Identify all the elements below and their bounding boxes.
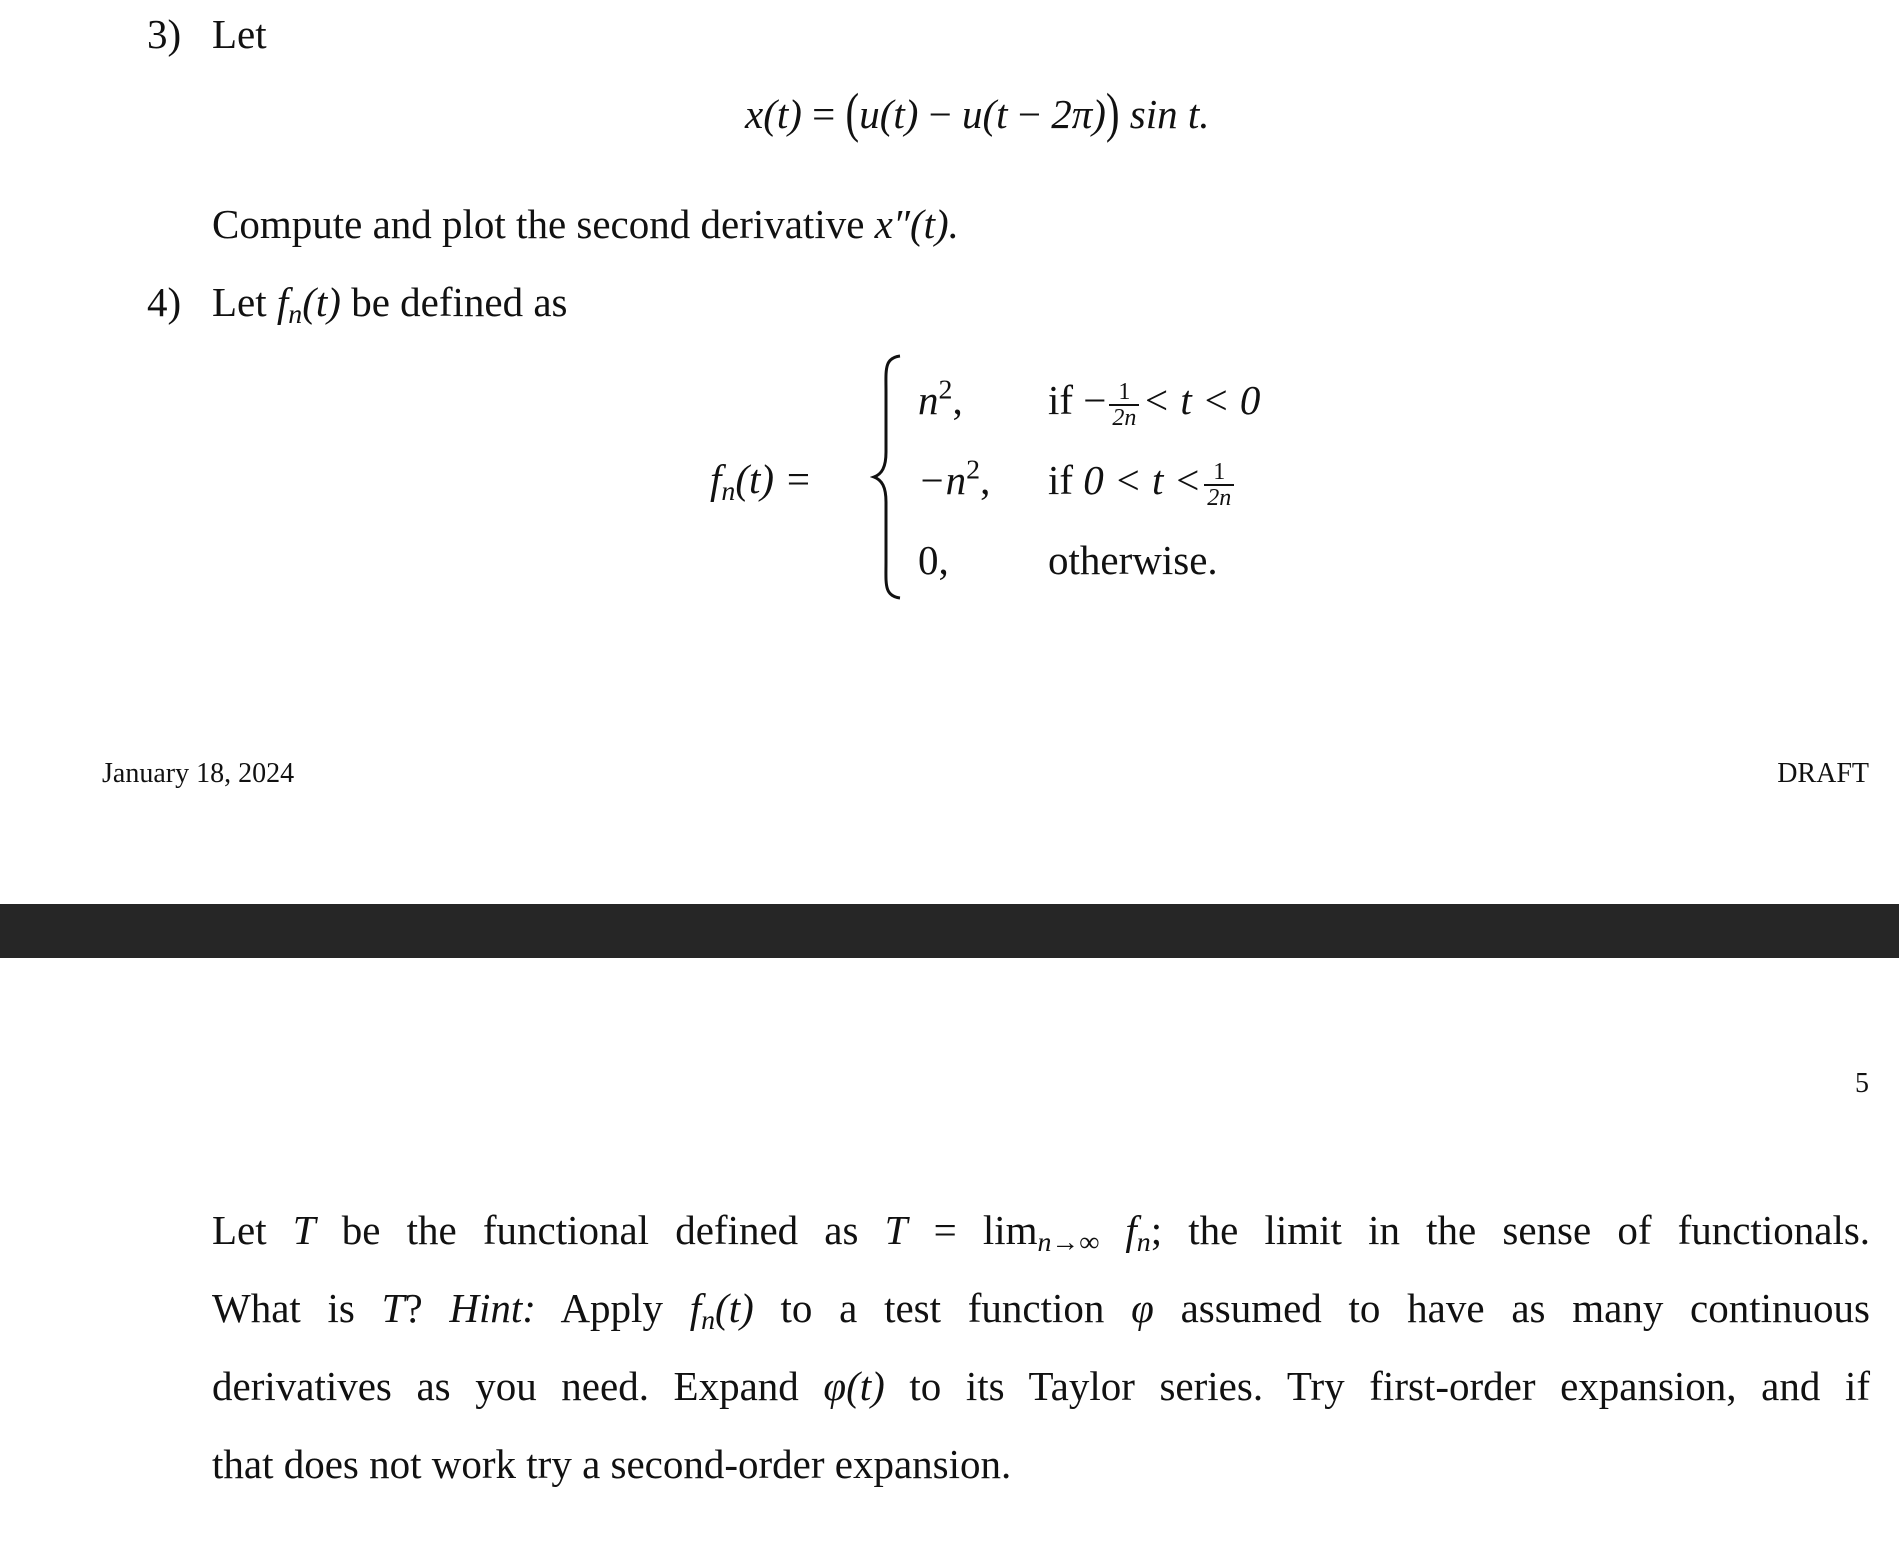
case-3-condition: otherwise. [1048, 537, 1218, 583]
piecewise-lhs [710, 455, 812, 507]
def-f: f [710, 456, 722, 502]
eq-u1: u(t) [859, 91, 919, 137]
frac-1: $\frac{1}{2n}$ [1109, 380, 1139, 430]
problem-3-task [212, 200, 959, 248]
case-3-value: 0, [918, 537, 949, 583]
def-sub: n [721, 475, 736, 507]
frac-2: $\frac{1}{2n}$ [1204, 460, 1234, 510]
problem-4-intro [212, 278, 568, 330]
eq-open-paren: ( [845, 80, 860, 144]
footer-date: January 18, 2024 [102, 758, 295, 789]
intro-sub: n [288, 298, 303, 330]
eq-u2-b: − [1017, 91, 1041, 137]
piecewise-brace [870, 352, 906, 602]
para-line-4: that does not work try a second-order expansion. [212, 1441, 1012, 1487]
para-line-3: derivatives as you need. Expand φ(t) to its Taylor series. Try first-order expansion, and if [212, 1363, 1870, 1409]
eq-lhs: x(t) [745, 91, 802, 137]
page-number: 5 [1855, 1068, 1869, 1099]
eq-sin: sin t. [1129, 91, 1210, 137]
case-2-value: $-n^2$, [918, 454, 991, 503]
document-page-lower [0, 958, 1899, 1548]
intro-t: (t) [302, 279, 341, 325]
eq-close-paren: ) [1105, 80, 1120, 144]
def-t: (t) = [735, 456, 812, 502]
footer-status: DRAFT [1777, 758, 1869, 789]
para-line-2: What is T? Hint: Apply $f_n(t)$ to a test function φ assumed to have as many continuous [212, 1285, 1870, 1336]
eq-u2-c: 2π) [1051, 91, 1106, 137]
task-text: Compute and plot the second derivative [212, 201, 865, 247]
page-separator [0, 904, 1899, 958]
problem-3-equation [745, 80, 1210, 144]
intro-rest: be defined as [351, 279, 568, 325]
problem-3-number: 3) [147, 11, 182, 57]
para-line-1: Let T be the functional defined as $T = \lim_{n\to\infty} f_n$; the limit in the sense of functionals. [212, 1207, 1871, 1258]
eq-u2-a: u(t [962, 91, 1008, 137]
case-1-value: $n^2$, [918, 374, 963, 423]
case-1-condition: if − $\frac{1}{2n}$ < t < 0 [1048, 377, 1261, 431]
task-math: x″(t). [874, 201, 959, 247]
eq-equals: = [812, 91, 836, 137]
intro-f: f [276, 279, 289, 325]
problem-3-intro: Let [212, 11, 267, 57]
case-2-condition: if 0 < t < $\frac{1}{2n}$ [1048, 456, 1237, 510]
intro-let: Let [212, 279, 267, 325]
problem-4-number: 4) [147, 279, 182, 325]
eq-minus: − [928, 91, 952, 137]
problem-4-continuation [212, 1191, 1870, 1503]
